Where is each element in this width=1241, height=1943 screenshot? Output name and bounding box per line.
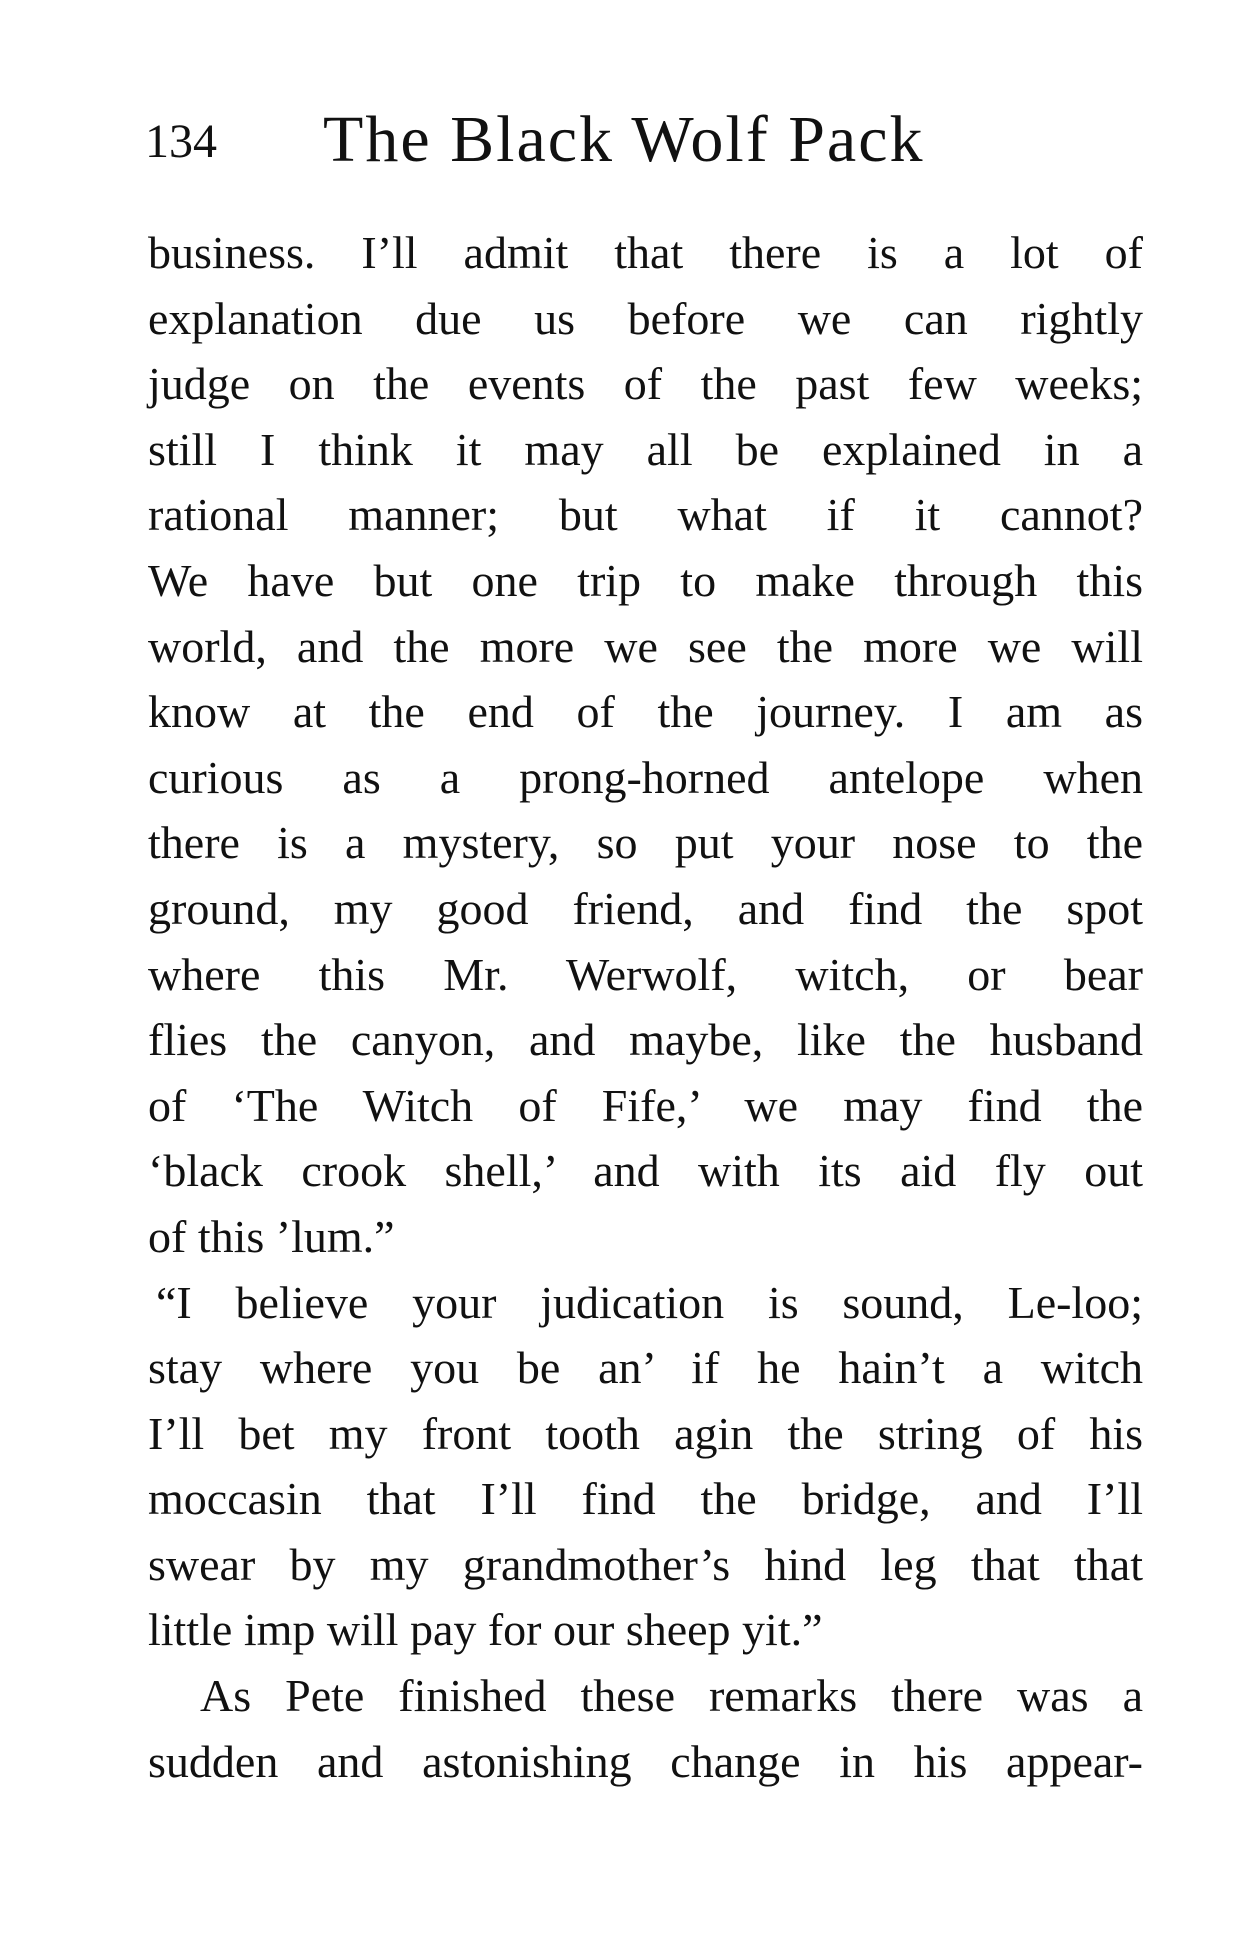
text-line: curious as a prong-horned antelope when [148, 751, 1143, 803]
text-line: “I believe your judication is sound, Le-loo; [156, 1276, 1143, 1328]
text-line: of ‘The Witch of Fife,’ we may find the [148, 1079, 1143, 1131]
text-line: As Pete finished these remarks there was a [200, 1670, 1143, 1722]
text-line: of this ’lum.” [148, 1210, 395, 1262]
text-line: I’ll bet my front tooth agin the string of his [148, 1407, 1143, 1459]
text-line: still I think it may all be explained in a [148, 423, 1143, 475]
text-line: sudden and astonishing change in his appear- [148, 1735, 1143, 1787]
text-line: little imp will pay for our sheep yit.” [148, 1604, 823, 1656]
page-header [145, 104, 1125, 184]
text-line: know at the end of the journey. I am as [148, 686, 1143, 738]
body-text [148, 220, 1143, 1794]
text-line: swear by my grandmother’s hind leg that that [148, 1538, 1143, 1590]
running-title: The Black Wolf Pack [323, 103, 925, 176]
page-number: 134 [145, 115, 217, 168]
text-line: ground, my good friend, and find the spot [148, 882, 1143, 934]
text-line: flies the canyon, and maybe, like the husband [148, 1014, 1143, 1066]
text-line: world, and the more we see the more we will [148, 620, 1143, 672]
text-line: judge on the events of the past few weeks; [148, 358, 1143, 410]
text-line: stay where you be an’ if he hain’t a witch [148, 1342, 1143, 1394]
text-line: business. I’ll admit that there is a lot of [148, 227, 1143, 278]
text-line: explanation due us before we can rightly [148, 292, 1143, 344]
text-line: rational manner; but what if it cannot? [148, 489, 1143, 541]
text-line: We have but one trip to make through this [148, 554, 1143, 606]
text-line: there is a mystery, so put your nose to the [148, 817, 1143, 869]
text-line: ‘black crook shell,’ and with its aid fly out [148, 1145, 1143, 1197]
text-line: where this Mr. Werwolf, witch, or bear [148, 948, 1143, 1000]
text-line: moccasin that I’ll find the bridge, and I’ll [148, 1473, 1143, 1525]
